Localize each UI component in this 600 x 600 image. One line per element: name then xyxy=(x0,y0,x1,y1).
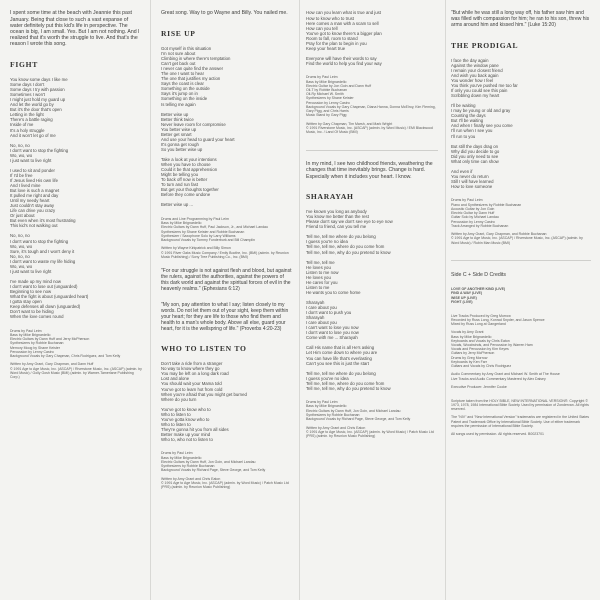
scripture-quote-ephesians: "For our struggle is not against flesh and blood, but against the rulers, against the authorities, against the powers of this dark world and against the spiritual forces of evil in the heavenly realms." (Ephesians 6:12) xyxy=(161,268,292,293)
column-2 xyxy=(161,6,293,596)
song-title-who-to-listen-to: WHO TO LISTEN TO xyxy=(161,344,247,354)
wise-up-intro: Great song. Way to go Wayne and Billy. You nailed me. xyxy=(161,10,288,17)
wise-up-lyrics: Got myself in this situation I'm not sure about Climbing in where there's temptation Can't get back out I never can quite find the answer The one I want to hear The one that justifies my action Says the coast is clear Something on the outside Says it's jump on in Something on the inside Is telling me again Better wise up Better think twice Never leave room for compromise You better wise up Better get smart And use your head to guard your heart It's gonna get rough So you better wise up Take a look at your intentions When you have to choose Could it be that apprehension Might be telling you To back off now is better To turn and run fast But get your thoughts together Before they come undone Better wise up ... xyxy=(161,46,235,208)
who-to-listen-to-credits-cont: Drums by Paul Leim Bass by Mike Brignardello Electric Guitar by Jon Goin and Dann Huff Oil-T by Robbie Buchanan Oil-Ry Michael W. Smith Synthesizers by Shane Keister Percussion by Lenny Castro Background Vocals by Gary Chapman, Diana Hanna, Donna McElroy, Kim Fleming, Gary Pigg, and Chris Harris Music Stand by Gary Pigg Written by Gary Chapman, Tim Marsh, and Mark Wright © 1991 Riverstone Music, Inc. (ASCAP) (admin. by Word Music) / EMI Blackwood Music, Inc. / Land Of Music (BMI) xyxy=(306,75,436,135)
panel-fold xyxy=(150,0,151,600)
scripture-quote-proverbs: "My son, pay attention to what I say; listen closely to my words. Do not let them out of your sight, keep them within your heart; for they are life to those who find them and health to a man's whole body. Above all else, guard your heart, for it is the wellspring of life." (Proverbs 4:20-23) xyxy=(161,301,289,332)
song-title-sharayah: SHARAYAH xyxy=(306,192,354,202)
side-cd-heading: Side C + Side D Credits xyxy=(451,271,506,278)
sharayah-intro: In my mind, I see two childhood friends, weathering the changes that time inevitably brings. Change is hard. Especially when it includes your heart. I know. xyxy=(306,161,433,180)
song-title-fight: FIGHT xyxy=(10,60,38,70)
wise-up-credits: Drums and Line Programming by Paul Leim Bass by Mike Brignardello Electric Guitars by Dann Huff, Paul Jackson, Jr., and Michael Landau Synthesizers by Shane Keister and Robbie Buchanan Synthesizer / Saxophone Solo by Larry Williams Background Vocals by Tommy Funderburk and Bill Champlin Written by Wayne Kirkpatrick and Billy Simon © 1991 River Oaks Music Company / Emily Boothe, Inc. (BMI) (admin. by Reunion Music Publishing) / Sony Tree Publishing Co., Inc. (BMI) xyxy=(161,216,289,259)
song-title-wise-up: RISE UP xyxy=(161,29,196,39)
scripture-quote-luke: "But while he was still a long way off, his father saw him and was filled with compassion for him; he ran to his son, threw his arms around him and kissed him." (Luke 15:20) xyxy=(451,10,590,29)
sharayah-credits: Drums by Paul Leim Bass by Mike Brignardello Electric Guitars by Dann Huff, Jon Goin, and Michael Landau Synthesizers by Robbie Buchanan Background Vocals by Richard Page, Steve George, and Tom Kelly Written by Amy Grant and Chris Eaton © 1991 Age to Age Music, Inc. (ASCAP) (admin. by Word Music) / Patch Music Ltd (PRS) (admin. by Reunion Music Publishing) xyxy=(306,400,434,438)
panel-fold xyxy=(299,0,300,600)
column-3 xyxy=(306,6,438,596)
live-credits: Live Tracks Produced by Greg Morrow Recorded by Russ Long, Konrad Snyder, and Jason Spence Mixed by Russ Long at Gangerland Vocals by Amy Grant Bass by Mike Brignardello Keyboards and Vocals by Chris Eaton Vocals, Woodwinds, and Percussion by Warren Ham Vocals and Percussion by Kim Keyes Guitars by Jerry McPherson Drums by Greg Morrow Keyboards by Ken Farr Guitars and Vocals by Chris Rodriguez Audio Commentary by Amy Grant and Michael W. Smith at The House Live Tracks and Audio Commentary Mastered by Alex Daisey Executive Producer: Jennifer Cooke xyxy=(451,313,560,389)
song-title-the-prodigal: THE PRODIGAL xyxy=(451,40,519,50)
panel-fold xyxy=(445,0,446,600)
divider xyxy=(306,150,438,151)
fight-credits: Drums by Paul Leim Bass by Mike Brignardello Electric Guitars by Dann Huff and Jerry McPherson Synthesizers by Robbie Buchanan Memory Moog by Shane Keister Percussion by Lenny Castro Background Vocals by Gary Chapman, Chris Rodriguez, and Tom Kelly Written by Amy Grant, Gary Chapman, and Dann Huff © 1991 Age to Age Music, Inc. (ASCAP) / Riverstone Music, Inc. (ASCAP) (admin. by Word Music) / Golly Gosh Music (BMI) (admin. by Warner-Tamerlane Publishing Corp.) xyxy=(10,328,142,379)
fight-lyrics: You know some days I like me Some days I don't Some days I try with passion Sometimes I won't I might just hold my guard up And let the world go by But it's the door that's open Letting in the light There's a battle raging Inside of me It's a holy struggle And it won't let go of me No, no, no I don't want to stop the fighting Wo, wo, wo I just want to live right I used to sit and ponder If I'd be free If Jesus lived His own life And I lived mine But love is such a magnet It pulled me right and day Until my needy heart Just couldn't stay away Life can drive you crazy Or just about But even when it's most frustrating This kid's not walking out No, no, no I don't want to stop the fighting Wo, wo, wo Sure, it's tough and I won't deny it No, no, no I don't want to waste my life hiding Wo, wo, wo I just want to live right I've made up my mind now I don't want to lose out (unguarded) Beginning to see now What the fight is about (unguarded heart) I gotta stay open Keep defenses all down (unguarded) Don't want to be hiding When the love comes round xyxy=(10,77,89,320)
who-to-listen-to-credits: Drums by Paul Leim Bass by Mike Brignardello Electric Guitars by Dann Huff, Jon Goin, and Michael Landau Synthesizers by Robbie Buchanan Background Vocals by Richard Page, Steve George, and Tom Kelly Written by Amy Grant and Chris Eaton © 1991 Age to Age Music, Inc. (ASCAP) (admin. by Word Music) / Patch Music Ltd (PRS) (admin. by Reunion Music Publishing) xyxy=(161,451,289,490)
legal-notice: Scripture taken from the HOLY BIBLE, NEW INTERNATIONAL VERSION®. Copyright © 1973, 1978, 1984 International Bible Society. Used by permission of Zondervan. All rights reserved. The "NIV" and "New International Version" trademarks are registered in the United States Patent and Trademark Office by International Bible Society. Use of either trademark requires the permission of International Bible Society. All songs used by permission. All rights reserved. B0023701 xyxy=(451,398,590,437)
column-1 xyxy=(10,6,142,596)
the-prodigal-credits: Drums by Paul Leim Piano and Synthesizers by Robbie Buchanan Acoustic Guitar by Jon Goin Electric Guitar by Dann Huff Guitar Solo by Michael Landau Percussion by Lenny Castro Track Arranged by Robbie Buchanan Written by Amy Grant, Gary Chapman, and Robbie Buchanan © 1991 Age to Age Music, Inc. (ASCAP) / Riverstone Music, Inc. (ASCAP) (admin. by Word Music) / Rubin Man Music (BMI) xyxy=(451,198,583,245)
fight-intro: I spent some time at the beach with Jeannie this past January. Being that close to such a vast expanse of water definitely put this kid's life in perspective. The ocean is big, I am small. Yes. But I am not nothing. And I realized that it's worth the struggle to live. And that's the reason I wrote this song. xyxy=(10,10,140,48)
who-to-listen-to-lyrics: Don't take a ride from a stranger No way to know where they go You may be left on a long dark road Lost and alone You should wait your Mama told You've got to learn hot from cold When you're afraid that you might get burned Where do you turn You've got to know who to Who to listen to You've gotta know who to Who to listen to They're gonna hit you from all sides Better make up your mind Who to, who not to listen to xyxy=(161,361,247,442)
column-4 xyxy=(451,6,591,596)
divider xyxy=(451,260,591,261)
live-track-list: LOVE OF ANOTHER KIND (LIVE) FIND A WAY (LIVE) WISE UP (LIVE) FIGHT (LIVE) xyxy=(451,287,506,304)
sharayah-lyrics: I've known you long as anybody You know me better than the rest Please don't say we don't see eye to eye now Friend to friend, can you tell me Tell me, tell me where do you belong I guess you're no idea Tell me, tell me, where do you come from Tell me, tell me, why do you pretend to know Tell me, tell me He loves you Listen to me now He loves you He cares for you Listen to me He wants you to come home Sharayah I care about you I don't want to push you Sharayah I care about you I can't want to lose you now I don't want to lose you now Come with me ... Sharayah Call His name that is all He's asking Let Him come down to where you are You can have life that's everlasting Can't you see this is just the start Tell me, tell me where do you belong I guess you've no idea Tell me, tell me, where do you come from Tell me, tell me, why do you pretend to know xyxy=(306,209,393,391)
the-prodigal-lyrics: I face the day again Against the window pane I remain your closest friend And wish you back again You wonder how I feel You think you've pushed me too far If only you could see this pain Scribbling down my heart I'll be waiting I may be young or old and gray Counting the days But I'll be waiting And when I finally see you come I'll run when I see you I'll run to you But still the days drag on Why did you decide to go Did you only need to see What only time can show And even if You never do return Still I will have learned How to love someone xyxy=(451,57,518,189)
who-to-listen-to-lyrics-cont: How can you learn what is true and just How to know who to trust Here comes a man with a scam to sell How can you tell You've got to know there's a bigger plan Room to fall, room to stand Pray for the plan to begin in you Keep your heart true Everyone will have their words to say Find the world to help you find your way xyxy=(306,10,382,66)
